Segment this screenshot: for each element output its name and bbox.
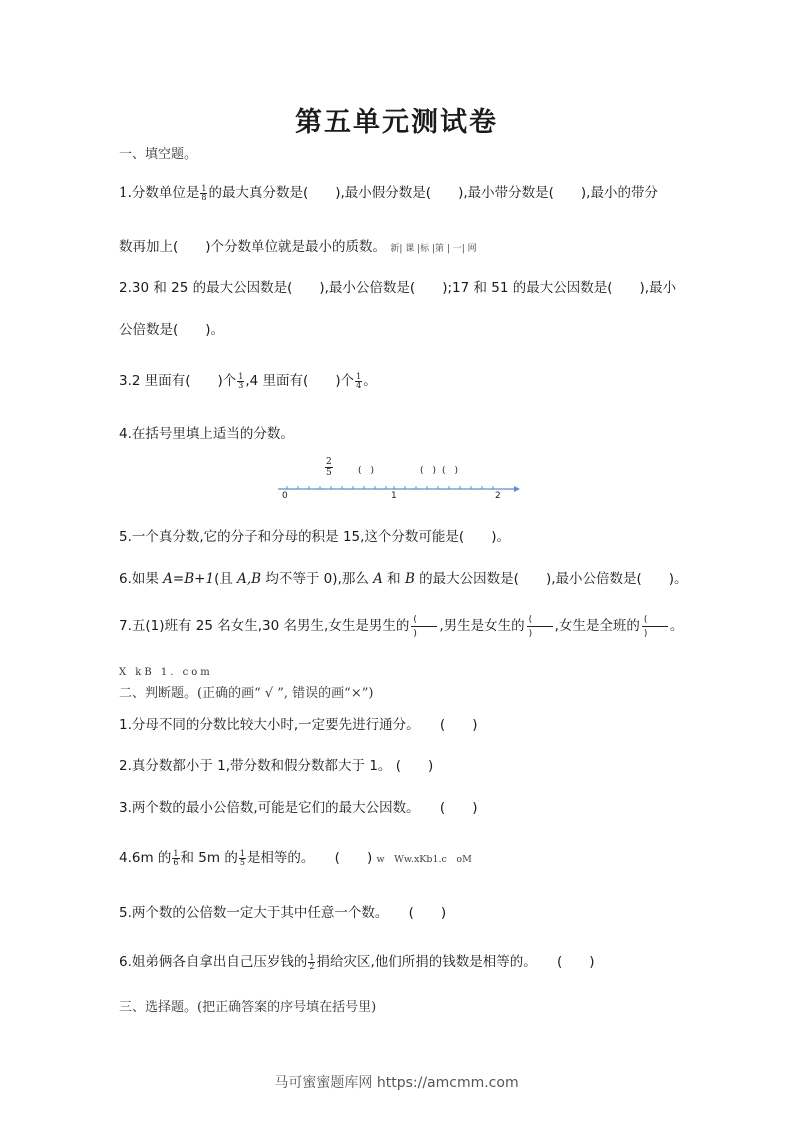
frac-denominator: 2 bbox=[309, 961, 315, 971]
q7-text-a: 7.五(1)班有 25 名女生,30 名男生,女生是男生的 bbox=[119, 618, 410, 634]
frac-numerator: 1 bbox=[173, 848, 179, 858]
judge-2: 2.真分数都小于 1,带分数和假分数都大于 1。 ( ) bbox=[119, 758, 434, 774]
q3-text-c: 。 bbox=[363, 373, 377, 389]
q6-text-c: 均不等于 0),那么 bbox=[261, 571, 374, 587]
fraction-1-3 bbox=[237, 373, 244, 390]
question-6 bbox=[119, 567, 688, 587]
frac-denominator: 4 bbox=[356, 380, 362, 390]
fraction-1-4 bbox=[355, 373, 362, 390]
j6-text-a: 6.姐弟俩各自拿出自己压岁钱的 bbox=[119, 954, 308, 970]
section-2-heading: 二、判断题。(正确的画“ √ ”, 错误的画“×”) bbox=[119, 686, 374, 701]
question-2-line-1: 2.30 和 25 的最大公因数是( ),最小公倍数是( );17 和 51 的最大公因数是( ),最小 bbox=[119, 280, 677, 296]
tick-label-0: 0 bbox=[282, 491, 288, 501]
j4-text-a: 4.6m 的 bbox=[119, 850, 172, 866]
tick-label-1: 1 bbox=[391, 491, 397, 501]
question-5: 5.一个真分数,它的分子和分母的积是 15,这个分数可能是( )。 bbox=[119, 529, 510, 545]
blank-paren: ( bbox=[643, 615, 648, 625]
question-2-line-2: 公倍数是( )。 bbox=[119, 322, 225, 338]
q6-vars: A,B bbox=[237, 571, 262, 587]
fraction-bar bbox=[527, 626, 553, 627]
judge-6 bbox=[119, 950, 595, 971]
j4-text-b: 和 5m 的 bbox=[180, 850, 238, 866]
number-line-arrow bbox=[514, 486, 520, 492]
frac-numerator: 2 bbox=[326, 457, 332, 467]
fraction-1-8 bbox=[200, 185, 207, 202]
frac-numerator: 1 bbox=[309, 952, 315, 962]
numberline-fraction-2-5 bbox=[325, 457, 333, 478]
frac-denominator: 3 bbox=[238, 380, 244, 390]
footer-site: 马可蜜蜜题库网 https://amcmm.com bbox=[274, 1075, 519, 1091]
judge-5: 5.两个数的公倍数一定大于其中任意一个数。 ( ) bbox=[119, 905, 447, 921]
question-3 bbox=[119, 369, 377, 390]
watermark-text: 新| 课 |标 |第 | 一| 网 bbox=[390, 244, 477, 254]
q1-text-b: 的最大真分数是( ),最小假分数是( ),最小带分数是( ),最小的带分 bbox=[208, 185, 658, 201]
question-1-line-1 bbox=[119, 181, 658, 202]
numberline-blank-3: ( ) bbox=[442, 466, 459, 476]
blank-paren: ) bbox=[643, 629, 648, 639]
q3-text-b: ,4 里面有( )个 bbox=[245, 373, 355, 389]
watermark-www: w Ww.xKb1.c oM bbox=[376, 854, 472, 865]
q6-text-a: 6.如果 bbox=[119, 571, 164, 587]
fraction-1-2 bbox=[308, 954, 315, 971]
j6-text-b: 捐给灾区,他们所捐的钱数是相等的。 ( ) bbox=[316, 954, 595, 970]
judge-1: 1.分母不同的分数比较大小时,一定要先进行通分。 ( ) bbox=[119, 717, 478, 733]
fraction-bar bbox=[642, 626, 668, 627]
blank-paren: ) bbox=[413, 629, 417, 639]
question-4: 4.在括号里填上适当的分数。 bbox=[119, 426, 294, 442]
question-7 bbox=[119, 614, 683, 637]
fraction-1-5 bbox=[239, 850, 246, 867]
section-3-heading: 三、选择题。(把正确答案的序号填在括号里) bbox=[119, 1000, 377, 1015]
frac-numerator: 1 bbox=[239, 848, 245, 858]
q6-expression: A=B+1 bbox=[163, 571, 215, 587]
numberline-blank-2: ( ) bbox=[420, 466, 437, 476]
blank-paren: ( bbox=[413, 615, 417, 625]
fraction-1-6 bbox=[172, 850, 179, 867]
fraction-bar bbox=[411, 626, 437, 627]
q6-text-d: 和 bbox=[382, 571, 405, 587]
judge-3: 3.两个数的最小公倍数,可能是它们的最大公因数。 ( ) bbox=[119, 800, 478, 816]
q1-text-c: 数再加上( )个分数单位就是最小的质数。 bbox=[119, 239, 387, 255]
question-1-line-2 bbox=[119, 235, 477, 255]
q7-text-d: 。 bbox=[669, 618, 684, 634]
j4-text-c: 是相等的。 ( ) bbox=[246, 850, 373, 866]
frac-denominator: 6 bbox=[173, 857, 179, 867]
fraction-blank-3 bbox=[640, 615, 670, 637]
page-title: 第五单元测试卷 bbox=[295, 107, 498, 138]
q3-text-a: 3.2 里面有( )个 bbox=[119, 373, 237, 389]
frac-numerator: 1 bbox=[238, 371, 244, 381]
q6-text-b: (且 bbox=[214, 571, 238, 587]
frac-denominator: 8 bbox=[201, 192, 207, 202]
q7-text-b: ,男生是女生的 bbox=[439, 618, 525, 634]
tick-label-2: 2 bbox=[495, 491, 501, 501]
q7-text-c: ,女生是全班的 bbox=[554, 618, 640, 634]
q6-var-b: B bbox=[404, 571, 415, 587]
judge-4 bbox=[119, 846, 472, 867]
q1-number: 1. bbox=[119, 185, 132, 201]
frac-denominator: 5 bbox=[326, 468, 332, 478]
q1-text-a: 分数单位是 bbox=[131, 185, 200, 201]
fraction-blank-2 bbox=[525, 615, 555, 637]
q6-var-a: A bbox=[373, 571, 383, 587]
frac-numerator: 1 bbox=[201, 183, 207, 193]
section-1-heading: 一、填空题。 bbox=[119, 147, 198, 162]
watermark-xkb1: X kB 1. com bbox=[119, 667, 213, 678]
number-line bbox=[270, 455, 530, 505]
frac-numerator: 1 bbox=[356, 371, 362, 381]
blank-paren: ) bbox=[528, 629, 533, 639]
frac-denominator: 5 bbox=[239, 857, 245, 867]
numberline-blank-1: ( ) bbox=[358, 466, 375, 476]
fraction-blank-1 bbox=[409, 615, 439, 637]
number-line-svg bbox=[270, 455, 530, 505]
blank-paren: ( bbox=[528, 615, 533, 625]
q6-text-e: 的最大公因数是( ),最小公倍数是( )。 bbox=[414, 571, 688, 587]
